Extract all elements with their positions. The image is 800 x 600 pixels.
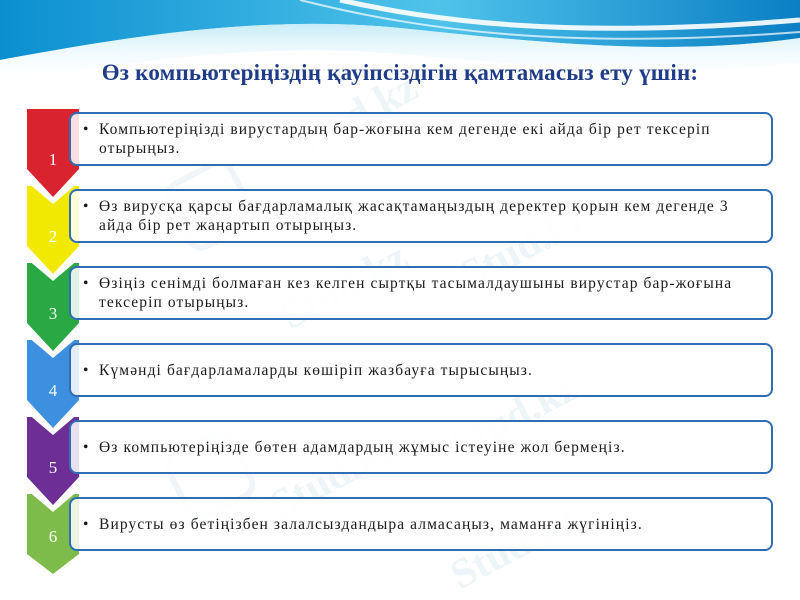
step-3-number: 3 [48, 304, 58, 323]
watermark-text: Stud.kz [453, 194, 596, 299]
step-5 [27, 420, 775, 478]
step-2-box [69, 189, 773, 243]
bullet-icon: • [83, 198, 90, 215]
step-6-number: 6 [48, 527, 58, 546]
watermark-text: Stud.kz [443, 364, 586, 469]
step-1-number: 1 [48, 150, 58, 169]
step-6-text: Вирусты өз бетіңізбен залалсыздандыра алмасаңыз, маманға жүгініңіз. [99, 516, 643, 533]
step-5-box [69, 420, 773, 474]
step-2 [27, 189, 775, 247]
step-5-text: Өз компьютеріңізде бөтен адамдардың жұмыс істеуіне жол бермеңіз. [99, 439, 626, 456]
bullet-icon: • [83, 362, 90, 379]
step-1-text: Компьютеріңізді вирустардың бар-жоғына кем дегенде екі айда бір рет тексеріп отырыңыз. [99, 121, 711, 157]
step-2-text: Өз вирусқа қарсы бағдарламалық жасақтамаңыздың деректер қорын кем дегенде 3 айда бір рет жаңартып отырыңыз. [99, 198, 729, 234]
step-1-box [69, 112, 773, 166]
step-6 [27, 497, 775, 555]
step-4-number: 4 [48, 381, 58, 400]
step-1 [27, 112, 775, 170]
bullet-icon: • [83, 121, 90, 138]
step-4-box [69, 343, 773, 397]
bullet-icon: • [83, 275, 90, 292]
bullet-icon: • [83, 516, 90, 533]
top-wave-decoration [0, 0, 800, 110]
step-4 [27, 343, 775, 401]
step-3-box [69, 266, 773, 320]
step-6-box [69, 497, 773, 551]
slide-title: Өз компьютеріңіздің қауіпсіздігін қамтамасыз ету үшін: [101, 60, 699, 85]
step-3-text: Өзіңіз сенімді болмаған кез келген сыртқы тасымалдаушыны вирустар бар-жоғына тексеріп отырыңыз. [99, 275, 733, 311]
bullet-icon: • [83, 439, 90, 456]
step-4-text: Күмәнді бағдарламаларды көшіріп жазбауға тырысыңыз. [99, 362, 533, 379]
watermark-text: Stud.kz [263, 424, 406, 529]
step-3 [27, 266, 775, 324]
step-5-number: 5 [48, 458, 58, 477]
step-2-number: 2 [48, 227, 58, 246]
